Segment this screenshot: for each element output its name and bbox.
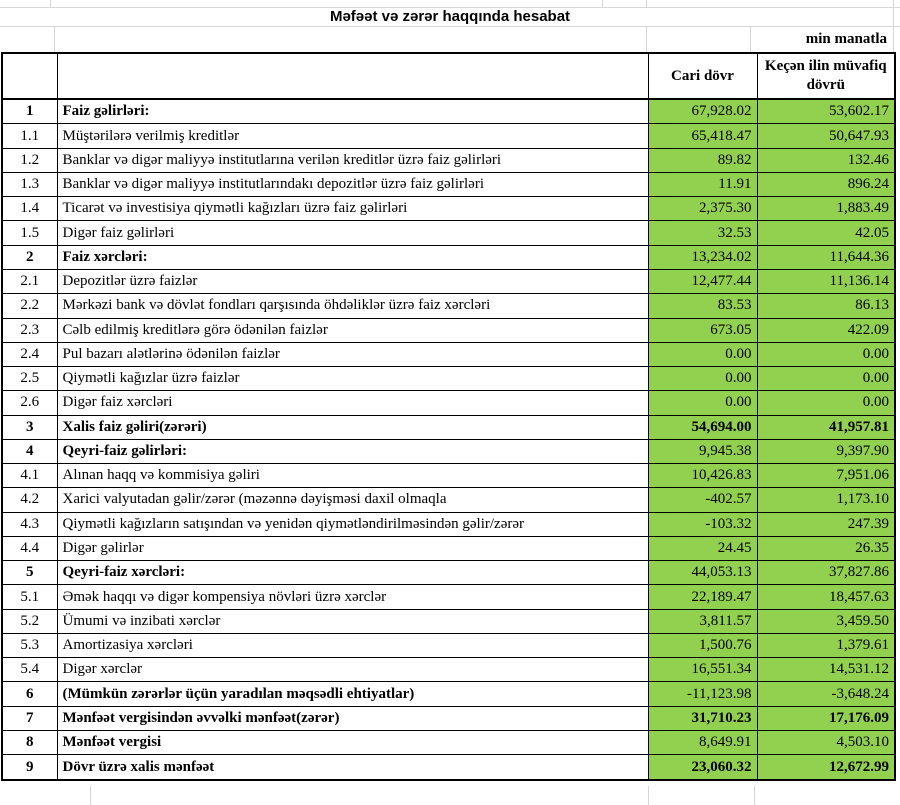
table-row: [2, 536, 895, 560]
row-label-cell[interactable]: Xalis faiz gəliri(zərəri): [57, 415, 648, 439]
row-label-cell[interactable]: Faiz xərcləri:: [57, 245, 648, 269]
current-period-cell[interactable]: 23,060.32: [648, 755, 757, 780]
table-row: [2, 585, 895, 609]
row-label-cell[interactable]: Xarici valyutadan gəlir/zərər (məzənnə dəyişməsi daxil olmaqla: [57, 488, 648, 512]
previous-period-cell[interactable]: 132.46: [757, 148, 895, 172]
row-label-cell[interactable]: Mərkəzi bank və dövlət fondları qarşısında öhdəliklər üzrə faiz xərcləri: [57, 294, 648, 318]
gridline: [893, 0, 894, 7]
table-row: [2, 245, 895, 269]
previous-period-cell[interactable]: 4,503.10: [757, 731, 895, 755]
table-row: [2, 269, 895, 293]
row-number-cell[interactable]: 5.3: [2, 633, 57, 657]
gridline: [602, 0, 603, 7]
current-period-cell[interactable]: 0.00: [648, 342, 757, 366]
table-row: [2, 464, 895, 488]
table-row: [2, 682, 895, 706]
row-number-cell[interactable]: 1: [2, 99, 57, 124]
current-period-cell[interactable]: -11,123.98: [648, 682, 757, 706]
row-number-cell[interactable]: 1.5: [2, 221, 57, 245]
row-number-cell[interactable]: 4.3: [2, 512, 57, 536]
row-number-cell[interactable]: 5.2: [2, 609, 57, 633]
row-label-cell[interactable]: Alınan haqq və kommisiya gəliri: [57, 464, 648, 488]
current-period-cell[interactable]: 11.91: [648, 172, 757, 196]
row-number-cell[interactable]: 2.4: [2, 342, 57, 366]
row-number-cell[interactable]: 5.1: [2, 585, 57, 609]
table-row: [2, 342, 895, 366]
current-period-cell[interactable]: 2,375.30: [648, 197, 757, 221]
previous-period-cell[interactable]: 37,827.86: [757, 561, 895, 585]
row-label-cell[interactable]: (Mümkün zərərlər üçün yaradılan məqsədli ehtiyatlar): [57, 682, 648, 706]
row-label-cell[interactable]: Qeyri-faiz gəlirləri:: [57, 439, 648, 463]
current-period-cell[interactable]: 673.05: [648, 318, 757, 342]
previous-period-cell[interactable]: 26.35: [757, 536, 895, 560]
row-label-cell[interactable]: Qiymətli kağızlar üzrə faizlər: [57, 367, 648, 391]
row-number-cell[interactable]: 1.1: [2, 124, 57, 148]
row-number-cell[interactable]: 3: [2, 415, 57, 439]
row-number-cell[interactable]: 1.2: [2, 148, 57, 172]
current-period-cell[interactable]: 44,053.13: [648, 561, 757, 585]
current-period-cell[interactable]: 0.00: [648, 391, 757, 415]
previous-period-cell[interactable]: 0.00: [757, 342, 895, 366]
current-period-cell[interactable]: 32.53: [648, 221, 757, 245]
row-number-cell[interactable]: 2.2: [2, 294, 57, 318]
row-number-cell[interactable]: 2.3: [2, 318, 57, 342]
current-period-cell[interactable]: 10,426.83: [648, 464, 757, 488]
unit-note: min manatla: [805, 31, 887, 47]
row-label-cell[interactable]: Banklar və digər maliyyə institutlarına verilən kreditlər üzrə faiz gəlirləri: [57, 148, 648, 172]
row-number-cell[interactable]: 2.6: [2, 391, 57, 415]
table-row: [2, 172, 895, 196]
row-label-cell[interactable]: Ümumi və inzibati xərclər: [57, 609, 648, 633]
table-row: [2, 439, 895, 463]
previous-period-cell[interactable]: 12,672.99: [757, 755, 895, 780]
row-label-cell[interactable]: Qeyri-faiz xərcləri:: [57, 561, 648, 585]
header-row: [2, 53, 895, 99]
row-label-cell[interactable]: Digər faiz xərcləri: [57, 391, 648, 415]
current-period-cell[interactable]: 3,811.57: [648, 609, 757, 633]
previous-period-cell[interactable]: 18,457.63: [757, 585, 895, 609]
row-number-cell[interactable]: 4.4: [2, 536, 57, 560]
row-number-cell[interactable]: 4: [2, 439, 57, 463]
previous-period-cell[interactable]: 3,459.50: [757, 609, 895, 633]
table-row: [2, 731, 895, 755]
row-label-cell[interactable]: Qiymətli kağızların satışından və yenidən qiymətləndirilməsindən gəlir/zərər: [57, 512, 648, 536]
table-row: [2, 512, 895, 536]
table-row: [2, 99, 895, 124]
gridline: [893, 26, 894, 52]
current-period-cell[interactable]: 65,418.47: [648, 124, 757, 148]
row-label-cell[interactable]: Amortizasiya xərcləri: [57, 633, 648, 657]
table-row: [2, 148, 895, 172]
current-period-cell[interactable]: 67,928.02: [648, 99, 757, 124]
table-row: [2, 706, 895, 730]
row-number-cell[interactable]: 7: [2, 706, 57, 730]
previous-period-cell[interactable]: 86.13: [757, 294, 895, 318]
current-period-cell[interactable]: 22,189.47: [648, 585, 757, 609]
table-row: [2, 391, 895, 415]
gridline: [754, 786, 755, 805]
table-row: [2, 318, 895, 342]
row-number-cell[interactable]: 2.1: [2, 269, 57, 293]
previous-period-cell[interactable]: 41,957.81: [757, 415, 895, 439]
header-number-cell[interactable]: [2, 53, 57, 99]
row-label-cell[interactable]: Digər faiz gəlirləri: [57, 221, 648, 245]
previous-period-cell[interactable]: 0.00: [757, 367, 895, 391]
row-number-cell[interactable]: 1.4: [2, 197, 57, 221]
row-label-cell[interactable]: Müştərilərə verilmiş kreditlər: [57, 124, 648, 148]
row-label-cell[interactable]: Əmək haqqı və digər kompensiya növləri üzrə xərclər: [57, 585, 648, 609]
row-number-cell[interactable]: 6: [2, 682, 57, 706]
row-number-cell[interactable]: 2.5: [2, 367, 57, 391]
table-row: [2, 755, 895, 780]
row-number-cell[interactable]: 1.3: [2, 172, 57, 196]
row-label-cell[interactable]: Digər xərclər: [57, 658, 648, 682]
current-period-cell[interactable]: -103.32: [648, 512, 757, 536]
table-row: [2, 488, 895, 512]
table-row: [2, 124, 895, 148]
table-row: [2, 561, 895, 585]
row-number-cell[interactable]: 2: [2, 245, 57, 269]
report-table-body: [2, 99, 895, 780]
current-period-cell[interactable]: 13,234.02: [648, 245, 757, 269]
current-period-cell[interactable]: 12,477.44: [648, 269, 757, 293]
previous-period-cell[interactable]: 0.00: [757, 391, 895, 415]
row-label-cell[interactable]: Cəlb edilmiş kreditlərə görə ödənilən faizlər: [57, 318, 648, 342]
current-period-cell[interactable]: 9,945.38: [648, 439, 757, 463]
table-row: [2, 197, 895, 221]
row-number-cell[interactable]: 5: [2, 561, 57, 585]
previous-period-cell[interactable]: 42.05: [757, 221, 895, 245]
table-row: [2, 609, 895, 633]
gridline: [648, 786, 649, 805]
row-label-cell[interactable]: Faiz gəlirləri:: [57, 99, 648, 124]
current-period-cell[interactable]: 54,694.00: [648, 415, 757, 439]
current-period-cell[interactable]: 16,551.34: [648, 658, 757, 682]
row-label-cell[interactable]: Depozitlər üzrə faizlər: [57, 269, 648, 293]
current-period-cell[interactable]: 83.53: [648, 294, 757, 318]
report-table: [1, 52, 896, 781]
previous-period-cell[interactable]: 1,379.61: [757, 633, 895, 657]
previous-period-cell[interactable]: 11,644.36: [757, 245, 895, 269]
current-period-cell[interactable]: 0.00: [648, 367, 757, 391]
table-row: [2, 221, 895, 245]
previous-period-cell[interactable]: 1,883.49: [757, 197, 895, 221]
previous-period-cell[interactable]: 1,173.10: [757, 488, 895, 512]
row-label-cell[interactable]: Mənfəət vergisindən əvvəlki mənfəət(zərər): [57, 706, 648, 730]
table-row: [2, 415, 895, 439]
previous-period-cell[interactable]: 896.24: [757, 172, 895, 196]
previous-period-cell[interactable]: 9,397.90: [757, 439, 895, 463]
row-number-cell[interactable]: 8: [2, 731, 57, 755]
row-number-cell[interactable]: 5.4: [2, 658, 57, 682]
current-period-cell[interactable]: 1,500.76: [648, 633, 757, 657]
current-period-cell[interactable]: 31,710.23: [648, 706, 757, 730]
previous-period-cell[interactable]: 422.09: [757, 318, 895, 342]
previous-period-cell[interactable]: 11,136.14: [757, 269, 895, 293]
gridline: [646, 0, 647, 7]
row-label-cell[interactable]: Dövr üzrə xalis mənfəət: [57, 755, 648, 780]
previous-period-cell[interactable]: 53,602.17: [757, 99, 895, 124]
table-row: [2, 658, 895, 682]
row-number-cell[interactable]: 9: [2, 755, 57, 780]
current-period-cell[interactable]: 8,649.91: [648, 731, 757, 755]
previous-period-cell[interactable]: 17,176.09: [757, 706, 895, 730]
current-period-cell[interactable]: 89.82: [648, 148, 757, 172]
row-label-cell[interactable]: Digər gəlirlər: [57, 536, 648, 560]
row-number-cell[interactable]: 4.1: [2, 464, 57, 488]
current-period-cell[interactable]: -402.57: [648, 488, 757, 512]
table-row: [2, 367, 895, 391]
row-label-cell[interactable]: Banklar və digər maliyyə institutlarındakı depozitlər üzrə faiz gəlirləri: [57, 172, 648, 196]
table-header: [2, 53, 895, 99]
column-header-current[interactable]: Cari dövr: [648, 53, 757, 99]
previous-period-cell[interactable]: -3,648.24: [757, 682, 895, 706]
gridline: [90, 786, 91, 805]
previous-period-cell[interactable]: 14,531.12: [757, 658, 895, 682]
row-label-cell[interactable]: Mənfəət vergisi: [57, 731, 648, 755]
current-period-cell[interactable]: 24.45: [648, 536, 757, 560]
row-label-cell[interactable]: Pul bazarı alətlərinə ödənilən faizlər: [57, 342, 648, 366]
header-label-cell[interactable]: [57, 53, 648, 99]
gridline: [50, 0, 51, 7]
previous-period-cell[interactable]: 247.39: [757, 512, 895, 536]
column-header-previous[interactable]: Keçən ilin müvafiq dövrü: [757, 53, 895, 99]
table-row: [2, 633, 895, 657]
row-label-cell[interactable]: Ticarət və investisiya qiymətli kağızları üzrə faiz gəlirləri: [57, 197, 648, 221]
previous-period-cell[interactable]: 50,647.93: [757, 124, 895, 148]
previous-period-cell[interactable]: 7,951.06: [757, 464, 895, 488]
report-title: Məfəət və zərər haqqında hesabat: [329, 8, 571, 25]
table-row: [2, 294, 895, 318]
row-number-cell[interactable]: 4.2: [2, 488, 57, 512]
